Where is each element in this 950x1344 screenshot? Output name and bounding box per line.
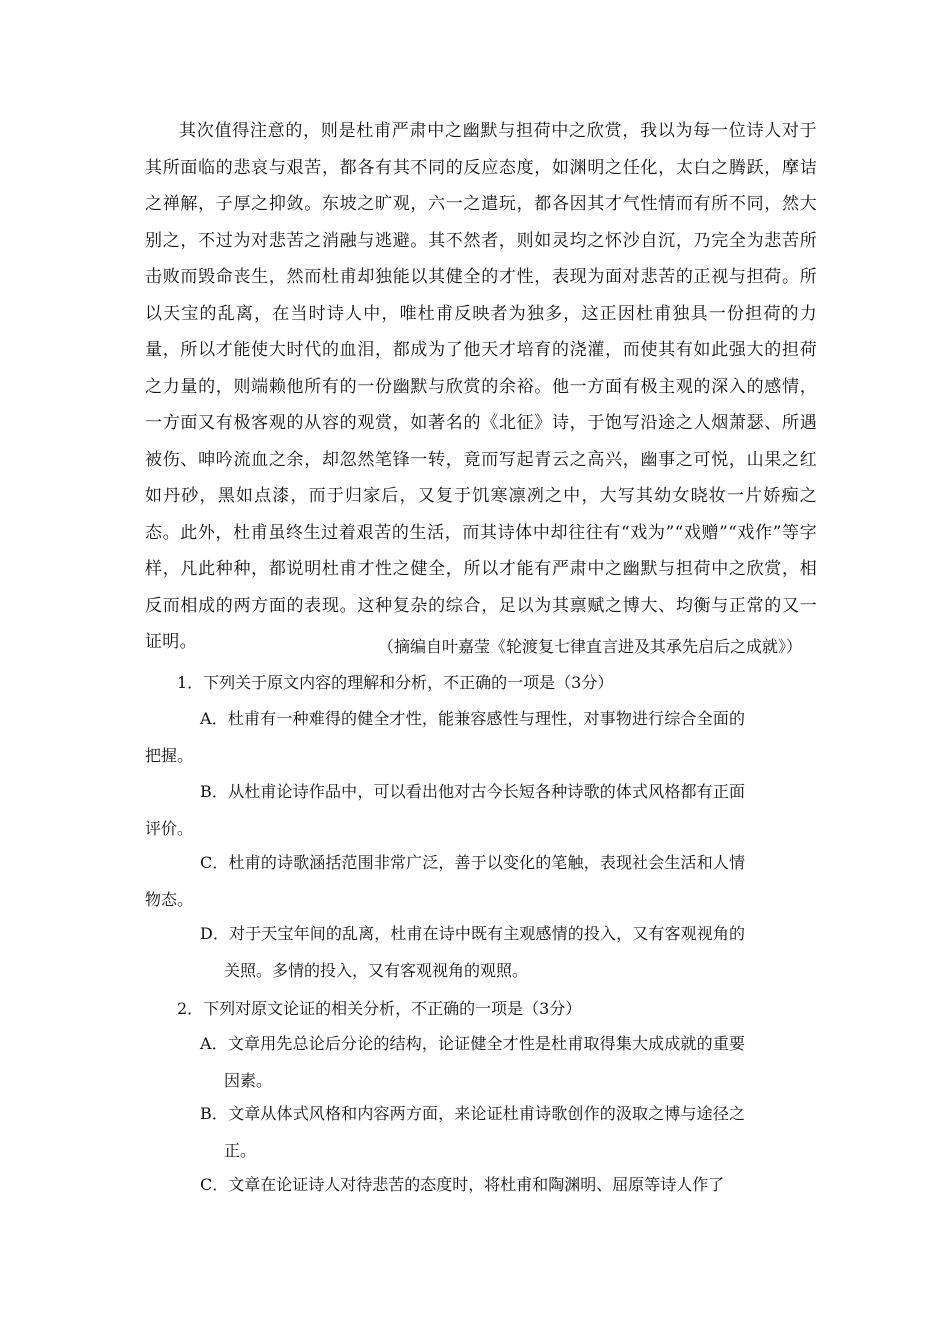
question-1-stem: 1．下列关于原文内容的理解和分析，不正确的一项是（3分） [177,673,614,692]
question-1-option-c: C．杜甫的诗歌涵括范围非常广泛，善于以变化的笔触，表现社会生活和人情物态。 [145,853,745,909]
passage-source: （摘编自叶嘉莹《轮渡复七律直言进及其承先启后之成就》） [377,637,802,656]
question-2-option-b: B．文章从体式风格和内容两方面，来论证杜甫诗歌创作的汲取之博与途径之正。 [200,1104,745,1160]
question-1-option-d: D．对于天宝年间的乱离，杜甫在诗中既有主观感情的投入，又有客观视角的关照。多情的投入，又有客观视角的观照。 [200,924,745,980]
question-1-option-a: A．杜甫有一种难得的健全才性，能兼容感性与理性，对事物进行综合全面的把握。 [145,709,745,765]
question-2-stem: 2．下列对原文论证的相关分析，不正确的一项是（3分） [177,999,582,1018]
reading-passage: 其次值得注意的，则是杜甫严肃中之幽默与担荷中之欣赏，我以为每一位诗人对于其所面临的悲哀与艰苦，都各有其不同的反应态度，如渊明之任化，太白之腾跃，摩诘之禅解，子厚之抑敛。东坡之旷观，六一之遣玩，都各因其才气性情而有所不同，然大别之，不过为对悲苦之消融与逃避。其不然者，则如灵均之怀沙自沉，乃完全为悲苦所击败而毁命丧生，然而杜甫却独能以其健全的才性，表现为面对悲苦的正视与担荷。所以天宝的乱离，在当时诗人中，唯杜甫反映者为独多，这正因杜甫独具一份担荷的力量，所以才能使大时代的血泪，都成为了他天才培育的浇灌，而使其有如此强大的担荷之力量的，则端赖他所有的一份幽默与欣赏的余裕。他一方面有极主观的深入的感情，一方面又有极客观的从容的观赏，如著名的《北征》诗，于饱写沿途之人烟萧瑟、所遇被伤、呻吟流血之余，却忽然笔锋一转，竟而写起青云之高兴，幽事之可悦，山果之红如丹砂，黑如点漆，而于归家后，又复于饥寒凛冽之中，大写其幼女晓妆一片娇痴之态。此外，杜甫虽终生过着艰苦的生活，而其诗体中却往往有“戏为”“戏赠”“戏作”等字样，凡此种种，都说明杜甫才性之健全，所以才能有严肃中之幽默与担荷中之欣赏，相反而相成的两方面的表现。这种复杂的综合，足以为其禀赋之博大、均衡与正常的又一证明。 [145,121,817,652]
question-2-option-a: A．文章用先总论后分论的结构，论证健全才性是杜甫取得集大成成就的重要因素。 [200,1034,745,1090]
question-1-option-b: B．从杜甫论诗作品中，可以看出他对古今长短各种诗歌的体式风格都有正面评价。 [145,782,745,838]
question-2-option-c: C．文章在论证诗人对待悲苦的态度时，将杜甫和陶渊明、屈原等诗人作了 [200,1175,725,1194]
